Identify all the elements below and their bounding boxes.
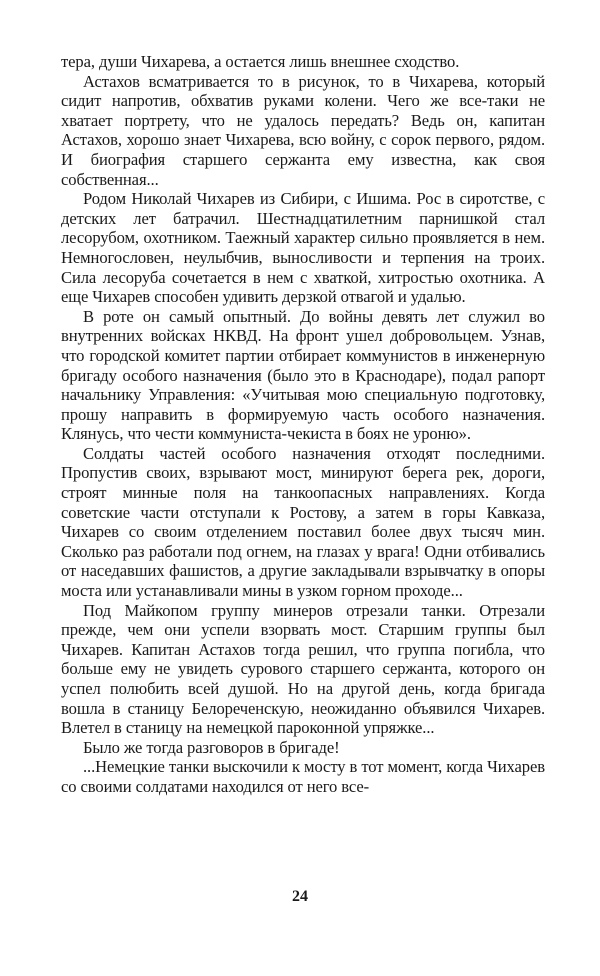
paragraph-5: Солдаты частей особого назначения отходят последними. Пропустив своих, взрывают мост, минируют берега рек, дороги, строят минные поля на танкоопасных направлениях. Когда советские части отступали к Ростову, а затем в горы Кавказа, Чихарев со своим отделением поставил более двух тысяч мин. Сколько раз работали под огнем, на глазах у врага! Одни отбивались от наседавших фашистов, а другие закладывали взрывчатку в опоры моста или устанавливали мины в узком горном проходе... (61, 443, 545, 601)
paragraph-6: Под Майкопом группу минеров отрезали танки. Отрезали прежде, чем они успели взорвать мост. Старшим группы был Чихарев. Капитан Астахов тогда решил, что группа погибла, что больше ему не увидеть сурового старшего сержанта, которого он успел полюбить всей душой. Но на другой день, когда бригада вошла в станицу Белореченскую, неожиданно объявился Чихарев. Влетел в станицу на немецкой пароконной упряжке... (61, 600, 545, 738)
paragraph-8: ...Немецкие танки выскочили к мосту в тот момент, когда Чихарев со своими солдатами находился от него все- (61, 757, 545, 796)
paragraph-3: Родом Николай Чихарев из Сибири, с Ишима. Рос в сиротстве, с детских лет батрачил. Шестнадцатилетним парнишкой стал лесорубом, охотником. Таежный характер сильно проявляется в нем. Немногословен, неулыбчив, выносливости и терпения на троих. Сила лесоруба сочетается в нем с хваткой, хитростью охотника. А еще Чихарев способен удивить дерзкой отвагой и удалью. (61, 189, 545, 307)
page-number: 24 (292, 888, 308, 905)
paragraph-7: Было же тогда разговоров в бригаде! (83, 737, 340, 757)
paragraph-2: Астахов всматривается то в рисунок, то в Чихарева, который сидит напротив, обхватив руками колени. Чего же все-таки не хватает портрету, что не удалось передать? Ведь он, капитан Астахов, хорошо знает Чихарева, всю войну, с сорок первого, рядом. И биография старшего сержанта ему известна, как своя собственная... (61, 71, 545, 189)
paragraph-1: тера, души Чихарева, а остается лишь внешнее сходство. (61, 52, 460, 71)
page-body (61, 52, 545, 797)
paragraph-4: В роте он самый опытный. До войны девять лет служил во внутренних войсках НКВД. На фронт ушел добровольцем. Узнав, что городской комитет партии отбирает коммунистов в инженерную бригаду особого назначения (было это в Краснодаре), подал рапорт начальнику Управления: «Учитывая мою специальную подготовку, прошу направить в формируемую часть особого назначения. Клянусь, что чести коммуниста-чекиста в боях не уроню». (61, 306, 545, 444)
